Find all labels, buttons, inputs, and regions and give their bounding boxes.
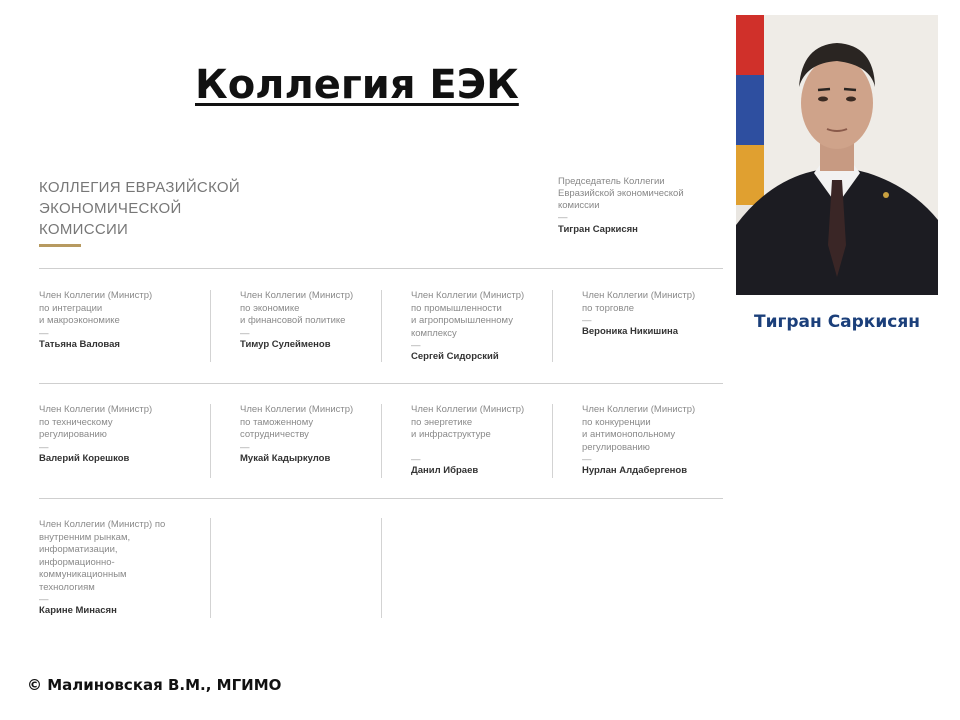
member-role-line: технологиям	[39, 581, 95, 593]
member-role-line: Член Коллегии (Министр)	[240, 290, 354, 301]
member-role-line: по техническому	[39, 416, 113, 428]
member-dash: —	[39, 594, 49, 605]
member-role-line: Член Коллегии (Министр)	[39, 290, 153, 301]
portrait-image	[736, 15, 938, 295]
member-card	[582, 404, 732, 478]
org-title	[39, 177, 240, 240]
member-role-line: по торговле	[582, 302, 635, 314]
column-divider	[381, 518, 382, 618]
member-role-line: по таможенному	[240, 416, 314, 428]
member-dash: —	[39, 441, 49, 453]
row-divider	[39, 498, 723, 499]
member-name: Сергей Сидорский	[411, 351, 499, 362]
member-role-line: и макроэкономике	[39, 315, 120, 326]
member-name: Тимур Сулейменов	[240, 338, 331, 350]
member-role-line: по конкуренции	[582, 416, 651, 428]
member-role-line: Член Коллегии (Министр)	[240, 404, 354, 415]
member-dash: —	[39, 327, 49, 339]
member-role-line: по экономике	[240, 302, 300, 314]
chairman-role-line: Председатель Коллегии	[558, 176, 665, 187]
member-role-line: Член Коллегии (Министр)	[411, 404, 525, 415]
member-role-line: и инфраструктуре	[411, 429, 491, 440]
member-role-line: информатизации,	[39, 544, 118, 555]
member-name: Нурлан Алдабергенов	[582, 465, 688, 476]
chairman-dash: —	[558, 212, 568, 223]
member-dash: —	[582, 315, 592, 326]
member-role-line: по промышленности	[411, 302, 502, 314]
column-divider	[210, 404, 211, 478]
member-card	[39, 404, 189, 465]
member-card	[240, 290, 390, 351]
member-name: Валерий Корешков	[39, 452, 130, 464]
member-name: Данил Ибраев	[411, 465, 479, 476]
chairman-name: Тигран Саркисян	[558, 224, 638, 235]
member-card	[39, 290, 189, 351]
member-role-line: Член Коллегии (Министр)	[411, 290, 525, 301]
row-divider	[39, 383, 723, 384]
column-divider	[210, 518, 211, 618]
member-role-line: коммуникационным	[39, 569, 127, 580]
portrait-photo	[736, 15, 938, 295]
member-role-line: Член Коллегии (Министр) по	[39, 519, 166, 530]
spacer	[411, 442, 561, 455]
member-role-line: комплексу	[411, 327, 457, 339]
accent-divider	[39, 244, 81, 247]
member-dash: —	[582, 454, 592, 465]
member-role-line: внутренним рынкам,	[39, 531, 131, 543]
member-role-line: Член Коллегии (Министр)	[582, 290, 696, 301]
member-name: Мукай Кадыркулов	[240, 452, 331, 464]
member-role-line: по интеграции	[39, 302, 103, 314]
member-role-line: Член Коллегии (Министр)	[582, 404, 696, 415]
org-title-line: КОЛЛЕГИЯ ЕВРАЗИЙСКОЙ	[39, 179, 240, 196]
member-role-line: сотрудничеству	[240, 429, 309, 440]
member-card	[411, 404, 561, 478]
member-dash: —	[411, 340, 421, 351]
member-dash: —	[411, 454, 421, 465]
member-card	[582, 290, 732, 339]
member-role-line: Член Коллегии (Министр)	[39, 404, 153, 415]
member-card	[39, 519, 189, 618]
member-role-line: по энергетике	[411, 416, 473, 428]
member-name: Карине Минасян	[39, 605, 117, 616]
member-name: Татьяна Валовая	[39, 338, 120, 350]
chairman-block	[558, 176, 684, 236]
org-title-line: ЭКОНОМИЧЕСКОЙ	[39, 200, 182, 217]
slide-title: Коллегия ЕЭК	[195, 62, 519, 108]
member-role-line: информационно-	[39, 556, 115, 568]
chairman-role-line: Евразийской экономической	[558, 188, 684, 199]
member-role-line: регулированию	[39, 429, 107, 440]
org-title-line: КОМИССИИ	[39, 221, 129, 238]
member-card	[240, 404, 390, 465]
member-role-line: и антимонопольному	[582, 429, 676, 440]
photo-caption: Тигран Саркисян	[754, 312, 920, 332]
chairman-role-line: комиссии	[558, 200, 600, 211]
member-role-line: и агропромышленному	[411, 315, 513, 326]
row-divider	[39, 268, 723, 269]
member-role-line: и финансовой политике	[240, 315, 346, 326]
member-role-line: регулированию	[582, 441, 650, 453]
copyright-footer: © Малиновская В.М., МГИМО	[27, 676, 282, 694]
member-card	[411, 290, 561, 364]
column-divider	[210, 290, 211, 362]
member-name: Вероника Никишина	[582, 326, 679, 337]
member-dash: —	[240, 327, 250, 339]
member-dash: —	[240, 441, 250, 453]
